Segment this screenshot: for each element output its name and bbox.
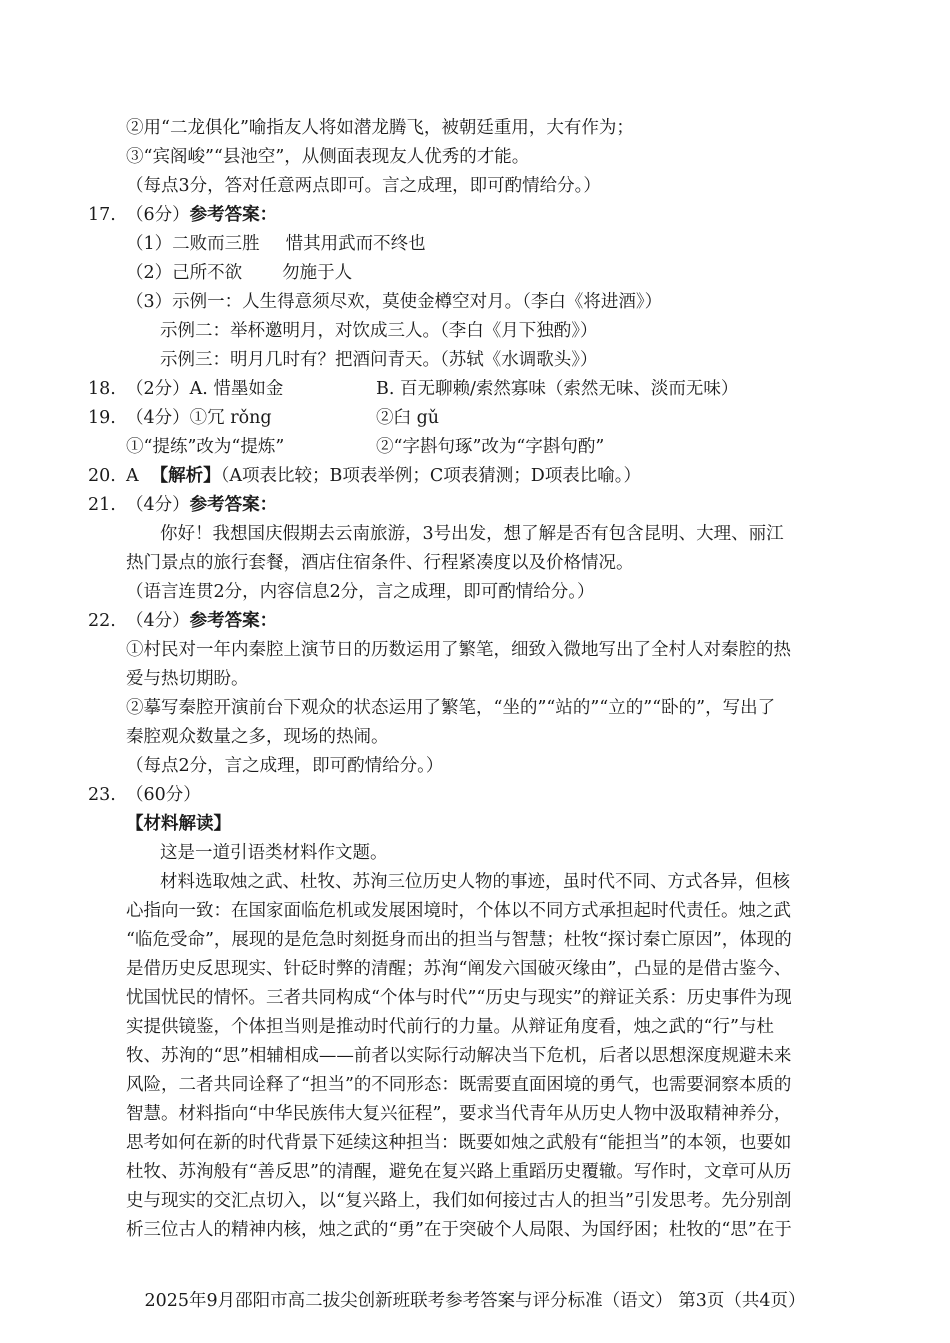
q18-option-a: A. 惜墨如金 — [189, 379, 284, 399]
q17-answer-1 — [126, 230, 426, 258]
q23-para-line: 析三位古人的精神内核，烛之武的“勇”在于突破个人局限、为国纾困；杜牧的“思”在于 — [126, 1220, 792, 1240]
q16-point-2: ②用“二龙俱化”喻指友人将如潜龙腾飞，被朝廷重用，大有作为； — [126, 118, 634, 138]
q17-example-1: 示例一：人生得意须尽欢，莫使金樽空对月。（李白《将进酒》） — [172, 292, 663, 312]
q22-line-1: ①村民对一年内秦腔上演节日的历数运用了繁笔，细致入微地写出了全村人对秦腔的热 — [126, 640, 791, 660]
q17-a1-part1: 二败而三胜 — [172, 234, 260, 254]
q20-number: 20. — [88, 466, 116, 486]
q18-score: （2分） — [126, 379, 190, 399]
q23-para-line: 智慧。材料指向“中华民族伟大复兴征程”，要求当代青年从历史人物中汲取精神养分， — [126, 1104, 792, 1124]
q17-a2-part1: 己所不欲 — [172, 263, 243, 283]
q20-analysis: （A项表比较；B项表举例；C项表猜测；D项表比喻。） — [220, 466, 642, 486]
q16-scoring-note: （每点3分，答对任意两点即可。言之成理，即可酌情给分。） — [126, 176, 601, 196]
q21-line-2: 热门景点的旅行套餐，酒店住宿条件、行程紧凑度以及价格情况。 — [126, 553, 634, 573]
q21-header — [126, 491, 277, 519]
q22-line-4: 秦腔观众数量之多，现场的热闹。 — [126, 727, 389, 747]
q22-answer-label: 参考答案： — [189, 611, 278, 631]
q17-answer-2 — [126, 259, 352, 287]
q16-point-3: ③“宾阁峻”“县池空”，从侧面表现友人优秀的才能。 — [126, 147, 530, 167]
q23-para-line: 牧、苏洵的“思”相辅相成——前者以实际行动解决当下危机，后者以思想深度规避未来 — [126, 1046, 792, 1066]
q23-para-line: “临危受命”，展现的是危急时刻挺身而出的担当与智慧；杜牧“探讨秦亡原因”，体现的 — [126, 930, 792, 950]
q22-number: 22. — [88, 611, 116, 631]
q23-number: 23. — [88, 785, 116, 805]
q23-para-line: 杜牧、苏洵般有“善反思”的清醒，避免在复兴路上重蹈历史覆辙。写作时，文章可从历 — [126, 1162, 792, 1182]
q21-score: （4分） — [126, 495, 190, 515]
q21-line-1: 你好！我想国庆假期去云南旅游，3号出发，想了解是否有包含昆明、大理、丽江 — [160, 524, 784, 544]
q20-choice: A — [126, 466, 139, 486]
q21-answer-label: 参考答案： — [189, 495, 278, 515]
q18-number: 18. — [88, 379, 116, 399]
q23-para-line: 史与现实的交汇点切入，以“复兴路上，我们如何接过古人的担当”引发思考。先分别剖 — [126, 1191, 792, 1211]
q19-line-1 — [126, 404, 272, 432]
q23-para-line: 材料选取烛之武、杜牧、苏洵三位历史人物的事迹，虽时代不同、方式各异，但核 — [160, 872, 790, 892]
q17-score: （6分） — [126, 205, 190, 225]
q18-option-b: B. 百无聊赖/索然寡味（索然无味、淡而无味） — [376, 379, 739, 399]
q17-a3-tag: （3） — [126, 292, 173, 312]
q21-number: 21. — [88, 495, 116, 515]
q19-answer-2: ②臼 gǔ — [376, 408, 440, 428]
q21-scoring-note: （语言连贯2分，内容信息2分，言之成理，即可酌情给分。） — [126, 582, 595, 602]
q19-score: （4分） — [126, 408, 190, 428]
q17-answer-label: 参考答案： — [189, 205, 278, 225]
q22-scoring-note: （每点2分，言之成理，即可酌情给分。） — [126, 756, 444, 776]
q19-answer-4: ②“字斟句琢”改为“字斟句酌” — [376, 437, 605, 457]
q17-example-3: 示例三：明月几时有？把酒问青天。（苏轼《水调歌头》） — [160, 350, 598, 370]
q23-para-line: 忧国忧民的情怀。三者共同构成“个体与时代”“历史与现实”的辩证关系：历史事件为现 — [126, 988, 792, 1008]
q17-header — [126, 201, 277, 229]
q17-a1-part2: 惜其用武而不终也 — [285, 234, 426, 254]
q17-example-2: 示例二：举杯邀明月，对饮成三人。（李白《月下独酌》） — [160, 321, 598, 341]
q23-para-line: 是借历史反思现实、针砭时弊的清醒；苏洵“阐发六国破灭缘由”，凸显的是借古鉴今、 — [126, 959, 792, 979]
q17-answer-3 — [126, 288, 662, 316]
q23-para-line: 思考如何在新的时代背景下延续这种担当：既要如烛之武般有“能担当”的本领，也要如 — [126, 1133, 792, 1153]
q18-answer-a — [126, 375, 283, 403]
q17-a2-part2: 勿施于人 — [282, 263, 353, 283]
page-footer: 2025年9月邵阳市高二拔尖创新班联考参考答案与评分标准（语文） 第3页（共4页） — [144, 1291, 806, 1311]
q22-line-3: ②摹写秦腔开演前台下观众的状态运用了繁笔，“坐的”“站的”“立的”“卧的”，写出了 — [126, 698, 776, 718]
q19-answer-1: ①冗 rǒng — [189, 408, 272, 428]
q23-material-label: 【材料解读】 — [126, 814, 231, 834]
q23-score: （60分） — [126, 785, 201, 805]
q23-para-line: 心指向一致：在国家面临危机或发展困境时，个体以不同方式承担起时代责任。烛之武 — [126, 901, 791, 921]
q19-answer-3: ①“提练”改为“提炼” — [126, 437, 285, 457]
q17-a2-tag: （2） — [126, 263, 173, 283]
q19-number: 19. — [88, 408, 116, 428]
q20-analysis-label: 【解析】 — [150, 466, 221, 486]
q23-para-line: 风险，二者共同诠释了“担当”的不同形态：既需要直面困境的勇气，也需要洞察本质的 — [126, 1075, 792, 1095]
q17-a1-tag: （1） — [126, 234, 173, 254]
q22-header — [126, 607, 277, 635]
q23-intro: 这是一道引语类材料作文题。 — [160, 843, 388, 863]
q20-answer — [126, 462, 641, 490]
q23-para-line: 实提供镜鉴，个体担当则是推动时代前行的力量。从辩证角度看，烛之武的“行”与杜 — [126, 1017, 774, 1037]
q22-line-2: 爱与热切期盼。 — [126, 669, 249, 689]
q17-number: 17. — [88, 205, 116, 225]
q22-score: （4分） — [126, 611, 190, 631]
